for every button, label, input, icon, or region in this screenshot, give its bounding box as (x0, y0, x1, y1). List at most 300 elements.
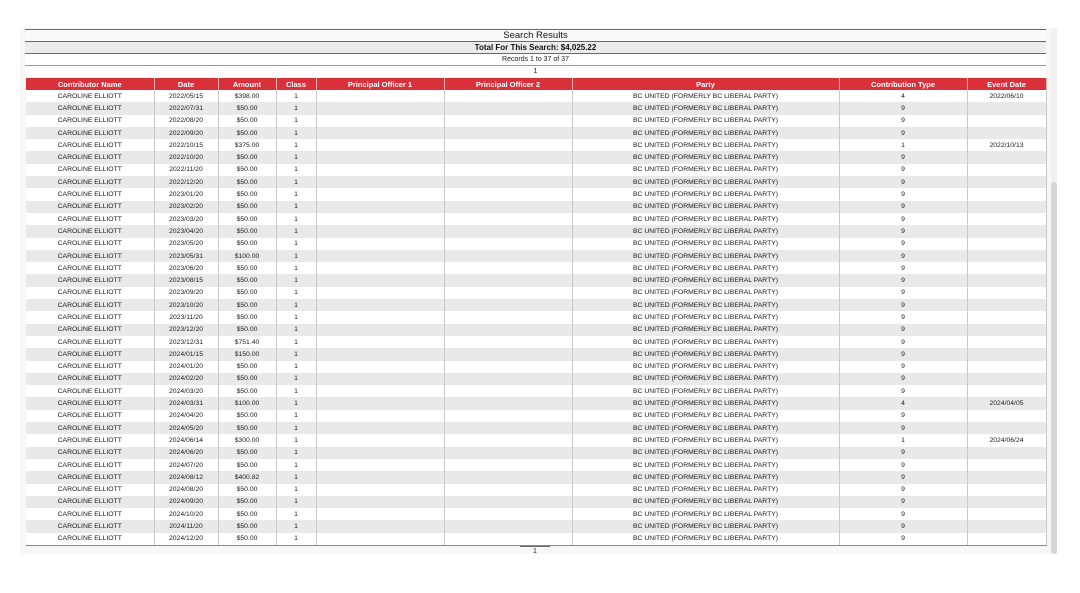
cell-class: 1 (276, 225, 316, 237)
cell-contributor-name: CAROLINE ELLIOTT (26, 90, 154, 102)
table-row (26, 238, 1046, 250)
cell-party: BC UNITED (FORMERLY BC LIBERAL PARTY) (572, 115, 839, 127)
cell-contribution-type: 9 (839, 373, 967, 385)
cell-class: 1 (276, 324, 316, 336)
cell-principal-officer-1 (316, 151, 444, 163)
cell-principal-officer-1 (316, 434, 444, 446)
cell-party: BC UNITED (FORMERLY BC LIBERAL PARTY) (572, 447, 839, 459)
cell-amount: $50.00 (218, 102, 276, 114)
cell-principal-officer-1 (316, 287, 444, 299)
cell-event-date (967, 188, 1046, 200)
cell-date: 2024/01/15 (154, 348, 218, 360)
cell-party: BC UNITED (FORMERLY BC LIBERAL PARTY) (572, 102, 839, 114)
cell-principal-officer-1 (316, 385, 444, 397)
cell-amount: $50.00 (218, 496, 276, 508)
cell-contribution-type: 9 (839, 164, 967, 176)
cell-class: 1 (276, 127, 316, 139)
cell-date: 2023/05/31 (154, 250, 218, 262)
cell-party: BC UNITED (FORMERLY BC LIBERAL PARTY) (572, 225, 839, 237)
cell-amount: $300.00 (218, 434, 276, 446)
cell-event-date (967, 225, 1046, 237)
records-count: Records 1 to 37 of 37 (25, 54, 1046, 66)
cell-amount: $50.00 (218, 151, 276, 163)
column-header-date[interactable]: Date (154, 78, 218, 90)
cell-contribution-type: 9 (839, 324, 967, 336)
cell-date: 2024/11/20 (154, 520, 218, 532)
cell-class: 1 (276, 262, 316, 274)
cell-party: BC UNITED (FORMERLY BC LIBERAL PARTY) (572, 188, 839, 200)
cell-event-date: 2022/06/10 (967, 90, 1046, 102)
cell-principal-officer-2 (444, 188, 572, 200)
cell-party: BC UNITED (FORMERLY BC LIBERAL PARTY) (572, 311, 839, 323)
cell-event-date (967, 484, 1046, 496)
cell-principal-officer-1 (316, 164, 444, 176)
column-header-amount[interactable]: Amount (218, 78, 276, 90)
cell-party: BC UNITED (FORMERLY BC LIBERAL PARTY) (572, 422, 839, 434)
cell-event-date (967, 459, 1046, 471)
cell-date: 2023/11/20 (154, 311, 218, 323)
cell-contributor-name: CAROLINE ELLIOTT (26, 373, 154, 385)
table-row (26, 397, 1046, 409)
cell-date: 2024/06/20 (154, 447, 218, 459)
cell-class: 1 (276, 176, 316, 188)
column-header-party[interactable]: Party (572, 78, 839, 90)
cell-date: 2024/08/12 (154, 471, 218, 483)
cell-contribution-type: 9 (839, 213, 967, 225)
table-row (26, 520, 1046, 532)
cell-contributor-name: CAROLINE ELLIOTT (26, 188, 154, 200)
cell-contribution-type: 9 (839, 262, 967, 274)
table-row (26, 348, 1046, 360)
cell-principal-officer-2 (444, 484, 572, 496)
cell-principal-officer-2 (444, 324, 572, 336)
column-header-contributor-name[interactable]: Contributor Name (26, 78, 154, 90)
cell-event-date: 2022/10/13 (967, 139, 1046, 151)
cell-class: 1 (276, 422, 316, 434)
cell-event-date (967, 299, 1046, 311)
cell-contribution-type: 9 (839, 508, 967, 520)
cell-class: 1 (276, 484, 316, 496)
cell-contribution-type: 9 (839, 151, 967, 163)
cell-party: BC UNITED (FORMERLY BC LIBERAL PARTY) (572, 496, 839, 508)
cell-contributor-name: CAROLINE ELLIOTT (26, 213, 154, 225)
cell-amount: $50.00 (218, 410, 276, 422)
table-row (26, 262, 1046, 274)
column-header-principal-officer-1[interactable]: Principal Officer 1 (316, 78, 444, 90)
cell-event-date (967, 336, 1046, 348)
cell-party: BC UNITED (FORMERLY BC LIBERAL PARTY) (572, 139, 839, 151)
cell-event-date (967, 471, 1046, 483)
cell-contributor-name: CAROLINE ELLIOTT (26, 385, 154, 397)
cell-class: 1 (276, 90, 316, 102)
cell-event-date (967, 311, 1046, 323)
table-row (26, 287, 1046, 299)
table-row (26, 471, 1046, 483)
cell-date: 2022/08/20 (154, 115, 218, 127)
cell-amount: $50.00 (218, 520, 276, 532)
cell-contribution-type: 9 (839, 250, 967, 262)
cell-class: 1 (276, 201, 316, 213)
cell-principal-officer-1 (316, 274, 444, 286)
cell-contributor-name: CAROLINE ELLIOTT (26, 447, 154, 459)
cell-amount: $50.00 (218, 361, 276, 373)
cell-event-date (967, 422, 1046, 434)
cell-principal-officer-2 (444, 410, 572, 422)
cell-amount: $50.00 (218, 324, 276, 336)
cell-contributor-name: CAROLINE ELLIOTT (26, 262, 154, 274)
cell-amount: $50.00 (218, 422, 276, 434)
cell-contribution-type: 9 (839, 484, 967, 496)
cell-date: 2024/03/31 (154, 397, 218, 409)
cell-date: 2023/05/20 (154, 238, 218, 250)
cell-principal-officer-1 (316, 238, 444, 250)
cell-principal-officer-2 (444, 201, 572, 213)
cell-contribution-type: 9 (839, 176, 967, 188)
cell-principal-officer-1 (316, 324, 444, 336)
cell-contribution-type: 9 (839, 201, 967, 213)
cell-event-date (967, 164, 1046, 176)
cell-contributor-name: CAROLINE ELLIOTT (26, 410, 154, 422)
cell-date: 2024/06/14 (154, 434, 218, 446)
table-row (26, 225, 1046, 237)
cell-contribution-type: 4 (839, 397, 967, 409)
cell-amount: $50.00 (218, 115, 276, 127)
cell-party: BC UNITED (FORMERLY BC LIBERAL PARTY) (572, 201, 839, 213)
cell-principal-officer-2 (444, 471, 572, 483)
cell-date: 2023/06/20 (154, 262, 218, 274)
cell-amount: $50.00 (218, 164, 276, 176)
cell-event-date (967, 127, 1046, 139)
table-row (26, 336, 1046, 348)
column-header-contribution-type[interactable]: Contribution Type (839, 78, 967, 90)
cell-contributor-name: CAROLINE ELLIOTT (26, 520, 154, 532)
cell-amount: $50.00 (218, 201, 276, 213)
cell-contribution-type: 9 (839, 127, 967, 139)
cell-principal-officer-1 (316, 373, 444, 385)
cell-date: 2022/12/20 (154, 176, 218, 188)
cell-date: 2024/12/20 (154, 533, 218, 546)
cell-principal-officer-2 (444, 262, 572, 274)
cell-principal-officer-1 (316, 262, 444, 274)
table-row (26, 533, 1046, 546)
cell-principal-officer-2 (444, 176, 572, 188)
cell-party: BC UNITED (FORMERLY BC LIBERAL PARTY) (572, 471, 839, 483)
cell-class: 1 (276, 508, 316, 520)
cell-event-date: 2024/04/05 (967, 397, 1046, 409)
cell-contributor-name: CAROLINE ELLIOTT (26, 250, 154, 262)
cell-principal-officer-1 (316, 348, 444, 360)
cell-class: 1 (276, 397, 316, 409)
cell-amount: $751.40 (218, 336, 276, 348)
cell-event-date: 2024/06/24 (967, 434, 1046, 446)
page-title: Search Results (25, 29, 1046, 42)
table-row (26, 496, 1046, 508)
table-row (26, 373, 1046, 385)
table-row (26, 102, 1046, 114)
cell-principal-officer-1 (316, 397, 444, 409)
cell-party: BC UNITED (FORMERLY BC LIBERAL PARTY) (572, 508, 839, 520)
cell-contribution-type: 4 (839, 90, 967, 102)
cell-contributor-name: CAROLINE ELLIOTT (26, 201, 154, 213)
cell-principal-officer-2 (444, 287, 572, 299)
table-row (26, 508, 1046, 520)
cell-principal-officer-1 (316, 422, 444, 434)
cell-amount: $375.00 (218, 139, 276, 151)
cell-date: 2022/11/20 (154, 164, 218, 176)
table-row (26, 324, 1046, 336)
table-row (26, 311, 1046, 323)
cell-principal-officer-1 (316, 459, 444, 471)
cell-principal-officer-2 (444, 115, 572, 127)
cell-principal-officer-1 (316, 188, 444, 200)
cell-contribution-type: 9 (839, 287, 967, 299)
pagination-top-page[interactable]: 1 (25, 66, 1046, 77)
cell-class: 1 (276, 151, 316, 163)
cell-contributor-name: CAROLINE ELLIOTT (26, 324, 154, 336)
cell-principal-officer-1 (316, 410, 444, 422)
cell-date: 2024/10/20 (154, 508, 218, 520)
cell-party: BC UNITED (FORMERLY BC LIBERAL PARTY) (572, 127, 839, 139)
cell-party: BC UNITED (FORMERLY BC LIBERAL PARTY) (572, 151, 839, 163)
cell-class: 1 (276, 287, 316, 299)
cell-contributor-name: CAROLINE ELLIOTT (26, 508, 154, 520)
cell-amount: $50.00 (218, 385, 276, 397)
cell-amount: $50.00 (218, 373, 276, 385)
table-row (26, 188, 1046, 200)
cell-principal-officer-1 (316, 127, 444, 139)
cell-date: 2022/07/31 (154, 102, 218, 114)
cell-amount: $150.00 (218, 348, 276, 360)
table-row (26, 299, 1046, 311)
cell-principal-officer-1 (316, 250, 444, 262)
cell-event-date (967, 348, 1046, 360)
cell-principal-officer-2 (444, 238, 572, 250)
cell-class: 1 (276, 410, 316, 422)
cell-date: 2024/04/20 (154, 410, 218, 422)
cell-party: BC UNITED (FORMERLY BC LIBERAL PARTY) (572, 262, 839, 274)
cell-party: BC UNITED (FORMERLY BC LIBERAL PARTY) (572, 324, 839, 336)
cell-contribution-type: 9 (839, 311, 967, 323)
cell-contribution-type: 9 (839, 238, 967, 250)
cell-event-date (967, 373, 1046, 385)
cell-amount: $50.00 (218, 238, 276, 250)
cell-class: 1 (276, 139, 316, 151)
cell-contributor-name: CAROLINE ELLIOTT (26, 533, 154, 546)
cell-party: BC UNITED (FORMERLY BC LIBERAL PARTY) (572, 459, 839, 471)
cell-contributor-name: CAROLINE ELLIOTT (26, 299, 154, 311)
cell-event-date (967, 238, 1046, 250)
cell-amount: $50.00 (218, 188, 276, 200)
cell-contribution-type: 9 (839, 188, 967, 200)
cell-event-date (967, 533, 1046, 546)
cell-amount: $50.00 (218, 299, 276, 311)
cell-date: 2023/12/20 (154, 324, 218, 336)
cell-date: 2024/03/20 (154, 385, 218, 397)
search-total: Total For This Search: $4,025.22 (25, 42, 1046, 54)
table-row (26, 447, 1046, 459)
cell-contributor-name: CAROLINE ELLIOTT (26, 471, 154, 483)
cell-class: 1 (276, 238, 316, 250)
cell-event-date (967, 287, 1046, 299)
cell-class: 1 (276, 274, 316, 286)
cell-date: 2024/02/20 (154, 373, 218, 385)
table-row (26, 213, 1046, 225)
cell-event-date (967, 361, 1046, 373)
cell-contributor-name: CAROLINE ELLIOTT (26, 311, 154, 323)
cell-party: BC UNITED (FORMERLY BC LIBERAL PARTY) (572, 213, 839, 225)
cell-principal-officer-2 (444, 336, 572, 348)
cell-contributor-name: CAROLINE ELLIOTT (26, 102, 154, 114)
pagination-bottom-page[interactable]: 1 (520, 546, 550, 555)
cell-date: 2022/09/20 (154, 127, 218, 139)
cell-contribution-type: 9 (839, 422, 967, 434)
cell-principal-officer-1 (316, 447, 444, 459)
cell-contribution-type: 1 (839, 434, 967, 446)
cell-class: 1 (276, 361, 316, 373)
cell-principal-officer-1 (316, 496, 444, 508)
cell-principal-officer-2 (444, 508, 572, 520)
cell-principal-officer-2 (444, 434, 572, 446)
cell-contribution-type: 9 (839, 385, 967, 397)
vertical-scrollbar[interactable] (1051, 28, 1057, 554)
cell-principal-officer-1 (316, 533, 444, 546)
cell-party: BC UNITED (FORMERLY BC LIBERAL PARTY) (572, 533, 839, 546)
cell-contribution-type: 1 (839, 139, 967, 151)
table-row (26, 410, 1046, 422)
cell-class: 1 (276, 336, 316, 348)
cell-event-date (967, 176, 1046, 188)
cell-class: 1 (276, 213, 316, 225)
cell-date: 2023/04/20 (154, 225, 218, 237)
cell-date: 2023/12/31 (154, 336, 218, 348)
cell-event-date (967, 496, 1046, 508)
cell-amount: $50.00 (218, 225, 276, 237)
cell-date: 2024/05/20 (154, 422, 218, 434)
cell-principal-officer-2 (444, 139, 572, 151)
cell-contribution-type: 9 (839, 496, 967, 508)
cell-principal-officer-2 (444, 127, 572, 139)
cell-contributor-name: CAROLINE ELLIOTT (26, 348, 154, 360)
cell-class: 1 (276, 115, 316, 127)
cell-party: BC UNITED (FORMERLY BC LIBERAL PARTY) (572, 238, 839, 250)
table-row (26, 250, 1046, 262)
cell-class: 1 (276, 164, 316, 176)
cell-event-date (967, 385, 1046, 397)
table-header-row (26, 78, 1046, 90)
cell-principal-officer-2 (444, 459, 572, 471)
cell-date: 2023/10/20 (154, 299, 218, 311)
cell-principal-officer-1 (316, 102, 444, 114)
cell-party: BC UNITED (FORMERLY BC LIBERAL PARTY) (572, 520, 839, 532)
column-header-principal-officer-2[interactable]: Principal Officer 2 (444, 78, 572, 90)
cell-amount: $50.00 (218, 262, 276, 274)
cell-date: 2024/07/20 (154, 459, 218, 471)
cell-principal-officer-2 (444, 533, 572, 546)
cell-event-date (967, 520, 1046, 532)
cell-principal-officer-2 (444, 151, 572, 163)
cell-class: 1 (276, 520, 316, 532)
cell-amount: $50.00 (218, 311, 276, 323)
cell-principal-officer-2 (444, 447, 572, 459)
cell-event-date (967, 213, 1046, 225)
cell-date: 2023/02/20 (154, 201, 218, 213)
cell-amount: $50.00 (218, 447, 276, 459)
cell-principal-officer-1 (316, 90, 444, 102)
cell-principal-officer-2 (444, 90, 572, 102)
cell-principal-officer-2 (444, 164, 572, 176)
column-header-class[interactable]: Class (276, 78, 316, 90)
table-row (26, 434, 1046, 446)
cell-date: 2023/09/20 (154, 287, 218, 299)
cell-event-date (967, 201, 1046, 213)
cell-party: BC UNITED (FORMERLY BC LIBERAL PARTY) (572, 336, 839, 348)
cell-contribution-type: 9 (839, 533, 967, 546)
cell-amount: $50.00 (218, 459, 276, 471)
cell-party: BC UNITED (FORMERLY BC LIBERAL PARTY) (572, 484, 839, 496)
cell-party: BC UNITED (FORMERLY BC LIBERAL PARTY) (572, 164, 839, 176)
cell-contributor-name: CAROLINE ELLIOTT (26, 274, 154, 286)
cell-date: 2024/08/20 (154, 484, 218, 496)
cell-event-date (967, 324, 1046, 336)
cell-party: BC UNITED (FORMERLY BC LIBERAL PARTY) (572, 434, 839, 446)
cell-party: BC UNITED (FORMERLY BC LIBERAL PARTY) (572, 287, 839, 299)
cell-date: 2024/01/20 (154, 361, 218, 373)
cell-party: BC UNITED (FORMERLY BC LIBERAL PARTY) (572, 274, 839, 286)
cell-contribution-type: 9 (839, 102, 967, 114)
cell-date: 2024/09/20 (154, 496, 218, 508)
table-row (26, 90, 1046, 102)
cell-amount: $50.00 (218, 287, 276, 299)
cell-principal-officer-2 (444, 102, 572, 114)
cell-contribution-type: 9 (839, 361, 967, 373)
cell-principal-officer-2 (444, 348, 572, 360)
table-row (26, 201, 1046, 213)
cell-contribution-type: 9 (839, 520, 967, 532)
cell-date: 2023/03/20 (154, 213, 218, 225)
cell-party: BC UNITED (FORMERLY BC LIBERAL PARTY) (572, 410, 839, 422)
cell-contribution-type: 9 (839, 274, 967, 286)
cell-party: BC UNITED (FORMERLY BC LIBERAL PARTY) (572, 176, 839, 188)
cell-contribution-type: 9 (839, 115, 967, 127)
cell-party: BC UNITED (FORMERLY BC LIBERAL PARTY) (572, 299, 839, 311)
cell-contributor-name: CAROLINE ELLIOTT (26, 176, 154, 188)
cell-event-date (967, 508, 1046, 520)
cell-date: 2022/05/15 (154, 90, 218, 102)
cell-principal-officer-2 (444, 385, 572, 397)
cell-contribution-type: 9 (839, 299, 967, 311)
cell-principal-officer-1 (316, 213, 444, 225)
column-header-event-date[interactable]: Event Date (967, 78, 1046, 90)
cell-event-date (967, 250, 1046, 262)
cell-contributor-name: CAROLINE ELLIOTT (26, 397, 154, 409)
cell-principal-officer-1 (316, 201, 444, 213)
cell-principal-officer-1 (316, 484, 444, 496)
cell-event-date (967, 151, 1046, 163)
cell-principal-officer-2 (444, 422, 572, 434)
cell-principal-officer-1 (316, 361, 444, 373)
cell-class: 1 (276, 496, 316, 508)
cell-contributor-name: CAROLINE ELLIOTT (26, 361, 154, 373)
cell-principal-officer-1 (316, 176, 444, 188)
cell-contributor-name: CAROLINE ELLIOTT (26, 484, 154, 496)
scrollbar-thumb[interactable] (1051, 182, 1057, 554)
cell-principal-officer-1 (316, 299, 444, 311)
cell-amount: $50.00 (218, 508, 276, 520)
cell-class: 1 (276, 250, 316, 262)
cell-contributor-name: CAROLINE ELLIOTT (26, 225, 154, 237)
cell-class: 1 (276, 434, 316, 446)
cell-amount: $50.00 (218, 274, 276, 286)
